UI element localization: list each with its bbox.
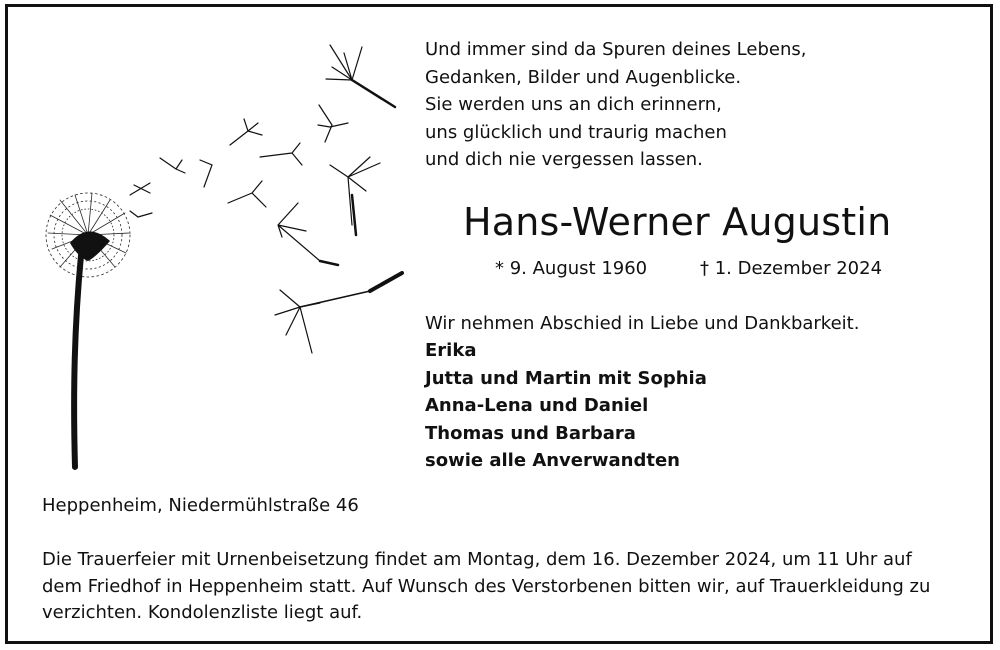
poem-line: Sie werden uns an dich erinnern, — [425, 94, 722, 115]
notice-line: Die Trauerfeier mit Urnenbeisetzung findet am Montag, dem 16. Dezember 2024, um 11 Uhr auf — [42, 549, 912, 570]
death-date: † 1. Dezember 2024 — [700, 258, 883, 279]
mourner-name: Thomas und Barbara — [425, 422, 636, 444]
mourner-name: Erika — [425, 340, 477, 362]
poem — [425, 36, 806, 174]
dandelion-icon — [30, 35, 420, 475]
deceased-name: Hans-Werner Augustin — [463, 200, 892, 244]
poem-line: und dich nie vergessen lassen. — [425, 149, 703, 170]
address: Heppenheim, Niedermühlstraße 46 — [42, 495, 359, 516]
mourner-name: Jutta und Martin mit Sophia — [425, 367, 707, 389]
farewell-line: Wir nehmen Abschied in Liebe und Dankbarkeit. — [425, 313, 860, 334]
mourner-name: Anna-Lena und Daniel — [425, 395, 649, 417]
poem-line: Gedanken, Bilder und Augenblicke. — [425, 66, 742, 88]
mourner-name: sowie alle Anverwandten — [425, 450, 680, 472]
notice-line: verzichten. Kondolenzliste liegt auf. — [42, 602, 363, 623]
birth-date: * 9. August 1960 — [495, 258, 648, 279]
funeral-notice — [42, 547, 947, 627]
poem-line: Und immer sind da Spuren deines Lebens, — [425, 39, 807, 60]
mourners-block — [425, 310, 859, 474]
notice-line: dem Friedhof in Heppenheim statt. Auf Wunsch des Verstorbenen bitten wir, auf Trauerkleidung zu — [42, 575, 931, 597]
poem-line: uns glücklich und traurig machen — [425, 121, 727, 143]
